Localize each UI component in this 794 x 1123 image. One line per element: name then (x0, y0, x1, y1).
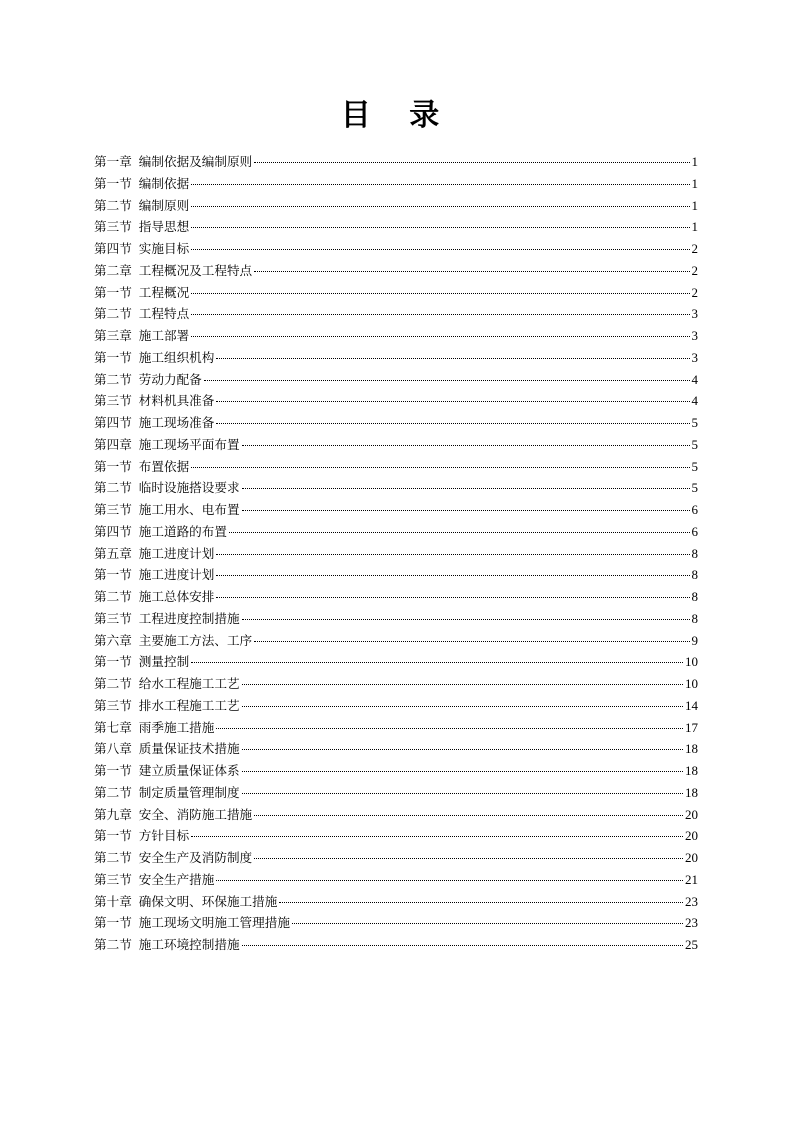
dot-leader (216, 358, 689, 359)
toc-entry-number: 第四节 (94, 523, 132, 539)
dot-leader (254, 815, 683, 816)
toc-entry-number: 第三节 (94, 393, 132, 409)
toc-entry[interactable] (94, 717, 698, 739)
toc-entry-page-number: 8 (691, 567, 698, 583)
toc-entry-number: 第一节 (94, 349, 132, 365)
toc-entry[interactable] (94, 151, 698, 173)
toc-entry[interactable] (94, 369, 698, 391)
dot-leader (216, 880, 683, 881)
toc-entry-number: 第三节 (94, 219, 132, 235)
toc-entry-title: 施工环境控制措施 (138, 937, 240, 952)
toc-entry-page-number: 18 (685, 784, 698, 800)
toc-entry[interactable] (94, 695, 698, 717)
toc-entry-number: 第三节 (94, 610, 132, 626)
toc-entry[interactable] (94, 912, 698, 934)
dot-leader (216, 554, 689, 555)
toc-entry-title: 编制依据及编制原则 (138, 154, 253, 169)
toc-entry[interactable] (94, 347, 698, 369)
toc-entry[interactable] (94, 847, 698, 869)
toc-entry[interactable] (94, 216, 698, 238)
toc-entry[interactable] (94, 782, 698, 804)
toc-entry-page-number: 2 (691, 284, 698, 300)
toc-entry-page-number: 4 (691, 393, 698, 409)
toc-entry[interactable] (94, 521, 698, 543)
dot-leader (204, 380, 690, 381)
toc-entry-number: 第十章 (94, 893, 132, 909)
toc-entry-page-number: 20 (685, 828, 698, 844)
toc-entry-title: 施工道路的布置 (138, 523, 227, 539)
toc-entry[interactable] (94, 456, 698, 478)
toc-entry-title: 排水工程施工工艺 (138, 697, 240, 713)
toc-entry-title: 安全生产措施 (138, 871, 215, 887)
toc-entry-title: 质量保证技术措施 (138, 741, 240, 757)
toc-entry-number: 第一节 (94, 284, 132, 300)
toc-entry-title: 安全生产及消防制度 (138, 850, 253, 865)
toc-entry[interactable] (94, 282, 698, 304)
toc-entry-page-number: 2 (691, 241, 698, 256)
toc-entry[interactable] (94, 173, 698, 195)
toc-entry-title: 实施目标 (138, 241, 190, 256)
toc-entry-page-number: 4 (691, 371, 698, 387)
toc-entry-page-number: 3 (691, 349, 698, 365)
toc-entry-number: 第二节 (94, 784, 132, 800)
dot-leader (216, 401, 689, 402)
toc-entry-number: 第四节 (94, 415, 132, 430)
toc-entry-number: 第一节 (94, 828, 132, 844)
toc-entry-page-number: 8 (691, 545, 698, 561)
toc-entry-title: 施工用水、电布置 (138, 502, 240, 517)
toc-entry-page-number: 20 (685, 850, 698, 865)
toc-entry-number: 第四节 (94, 241, 132, 256)
toc-entry-page-number: 21 (685, 871, 698, 887)
toc-entry-page-number: 1 (691, 154, 698, 169)
toc-entry-title: 施工进度计划 (138, 545, 215, 561)
toc-entry-page-number: 5 (691, 436, 698, 452)
toc-entry[interactable] (94, 499, 698, 521)
toc-entry-number: 第二节 (94, 937, 132, 952)
toc-entry-page-number: 5 (691, 415, 698, 430)
toc-entry-page-number: 3 (691, 306, 698, 322)
toc-entry-page-number: 1 (691, 175, 698, 191)
dot-leader (242, 706, 683, 707)
toc-entry-number: 第二章 (94, 262, 132, 278)
dot-leader (191, 249, 689, 250)
toc-entry-number: 第二节 (94, 850, 132, 865)
dot-leader (279, 902, 683, 903)
dot-leader (191, 227, 689, 228)
toc-entry-number: 第一节 (94, 763, 132, 778)
toc-entry-title: 方针目标 (138, 828, 190, 844)
toc-entry-number: 第八章 (94, 741, 132, 757)
dot-leader (216, 728, 683, 729)
page-title: 目 录 (340, 98, 454, 133)
toc-entry[interactable] (94, 608, 698, 630)
toc-entry-title: 测量控制 (138, 654, 190, 670)
toc-entry[interactable] (94, 412, 698, 434)
toc-entry[interactable] (94, 434, 698, 456)
dot-leader (254, 858, 683, 859)
toc-entry-title: 施工现场平面布置 (138, 436, 240, 452)
toc-entry-page-number: 25 (685, 937, 698, 952)
toc-entry-page-number: 8 (691, 589, 698, 604)
dot-leader (191, 662, 683, 663)
toc-entry-title: 施工组织机构 (138, 349, 215, 365)
dot-leader (191, 314, 689, 315)
toc-entry-number: 第三章 (94, 328, 132, 343)
toc-entry-title: 工程概况及工程特点 (138, 262, 253, 278)
toc-entry[interactable] (94, 195, 698, 217)
toc-entry[interactable] (94, 390, 698, 412)
dot-leader (216, 423, 689, 424)
toc-entry-title: 制定质量管理制度 (138, 784, 240, 800)
toc-entry-page-number: 3 (691, 328, 698, 343)
toc-entry[interactable] (94, 238, 698, 260)
toc-entry-title: 布置依据 (138, 458, 190, 474)
toc-entry[interactable] (94, 760, 698, 782)
toc-entry-number: 第二节 (94, 589, 132, 604)
toc-entry-title: 编制原则 (138, 197, 190, 213)
toc-entry-title: 工程进度控制措施 (138, 610, 240, 626)
dot-leader (191, 467, 689, 468)
toc-entry-title: 工程特点 (138, 306, 190, 322)
toc-entry-page-number: 10 (685, 676, 698, 691)
dot-leader (191, 293, 689, 294)
toc-entry[interactable] (94, 477, 698, 499)
toc-entry-page-number: 1 (691, 197, 698, 213)
toc-entry[interactable] (94, 738, 698, 760)
toc-entry-number: 第一节 (94, 567, 132, 583)
toc-entry-title: 主要施工方法、工序 (138, 632, 253, 648)
toc-entry-number: 第四章 (94, 436, 132, 452)
toc-entry[interactable] (94, 325, 698, 347)
dot-leader (191, 184, 689, 185)
dot-leader (191, 836, 683, 837)
toc-entry-number: 第三节 (94, 502, 132, 517)
toc-entry[interactable] (94, 543, 698, 565)
dot-leader (242, 510, 690, 511)
toc-entry-title: 雨季施工措施 (138, 719, 215, 735)
toc-entry-title: 材料机具准备 (138, 393, 215, 409)
toc-entry-number: 第五章 (94, 545, 132, 561)
toc-entry-title: 建立质量保证体系 (138, 763, 240, 778)
toc-entry-number: 第一节 (94, 175, 132, 191)
dot-leader (242, 793, 683, 794)
dot-leader (254, 641, 689, 642)
toc-entry-page-number: 1 (691, 219, 698, 235)
dot-leader (292, 923, 683, 924)
toc-entry[interactable] (94, 825, 698, 847)
toc-entry-number: 第二节 (94, 480, 132, 496)
toc-entry-title: 施工现场准备 (138, 415, 215, 430)
toc-entry-title: 劳动力配备 (138, 371, 202, 387)
dot-leader (242, 684, 683, 685)
toc-entry-number: 第二节 (94, 676, 132, 691)
dot-leader (254, 162, 689, 163)
dot-leader (254, 271, 689, 272)
dot-leader (242, 488, 690, 489)
toc-entry-number: 第二节 (94, 197, 132, 213)
dot-leader (242, 945, 683, 946)
toc-entry-number: 第七章 (94, 719, 132, 735)
toc-entry[interactable] (94, 630, 698, 652)
toc-entry-page-number: 18 (685, 741, 698, 757)
toc-entry-page-number: 6 (691, 523, 698, 539)
dot-leader (191, 206, 689, 207)
toc-entry[interactable] (94, 303, 698, 325)
toc-entry[interactable] (94, 586, 698, 608)
toc-entry-page-number: 18 (685, 763, 698, 778)
toc-entry-page-number: 5 (691, 480, 698, 496)
toc-entry-page-number: 14 (685, 697, 698, 713)
table-of-contents (94, 151, 698, 956)
dot-leader (242, 619, 690, 620)
toc-entry-number: 第一节 (94, 915, 132, 931)
toc-entry-title: 安全、消防施工措施 (138, 806, 253, 822)
toc-entry-title: 临时设施搭设要求 (138, 480, 240, 496)
toc-entry-number: 第二节 (94, 371, 132, 387)
toc-entry-page-number: 5 (691, 458, 698, 474)
toc-entry-page-number: 17 (685, 719, 698, 735)
dot-leader (216, 575, 689, 576)
dot-leader (242, 771, 683, 772)
toc-entry[interactable] (94, 804, 698, 826)
toc-entry-title: 施工总体安排 (138, 589, 215, 604)
toc-entry[interactable] (94, 651, 698, 673)
dot-leader (229, 532, 690, 533)
toc-entry-title: 指导思想 (138, 219, 190, 235)
toc-entry-number: 第一节 (94, 458, 132, 474)
toc-entry-page-number: 2 (691, 262, 698, 278)
toc-entry-page-number: 8 (691, 610, 698, 626)
toc-entry-title: 给水工程施工工艺 (138, 676, 240, 691)
toc-entry-title: 确保文明、环保施工措施 (138, 893, 278, 909)
toc-entry[interactable] (94, 891, 698, 913)
toc-entry-page-number: 20 (685, 806, 698, 822)
toc-entry-title: 施工现场文明施工管理措施 (138, 915, 290, 931)
toc-entry-page-number: 23 (685, 893, 698, 909)
toc-entry[interactable] (94, 934, 698, 956)
toc-entry[interactable] (94, 260, 698, 282)
toc-entry-title: 工程概况 (138, 284, 190, 300)
toc-entry-number: 第九章 (94, 806, 132, 822)
toc-entry-page-number: 10 (685, 654, 698, 670)
toc-entry[interactable] (94, 869, 698, 891)
dot-leader (191, 336, 689, 337)
toc-entry-number: 第一章 (94, 154, 132, 169)
dot-leader (242, 749, 683, 750)
toc-entry-page-number: 9 (691, 632, 698, 648)
toc-entry-title: 编制依据 (138, 175, 190, 191)
toc-entry-title: 施工进度计划 (138, 567, 215, 583)
toc-entry[interactable] (94, 673, 698, 695)
toc-entry-number: 第三节 (94, 697, 132, 713)
dot-leader (242, 445, 690, 446)
toc-entry[interactable] (94, 564, 698, 586)
toc-entry-title: 施工部署 (138, 328, 190, 343)
toc-entry-number: 第六章 (94, 632, 132, 648)
toc-entry-number: 第一节 (94, 654, 132, 670)
toc-entry-number: 第三节 (94, 871, 132, 887)
toc-entry-page-number: 6 (691, 502, 698, 517)
toc-entry-number: 第二节 (94, 306, 132, 322)
dot-leader (216, 597, 689, 598)
toc-entry-page-number: 23 (685, 915, 698, 931)
